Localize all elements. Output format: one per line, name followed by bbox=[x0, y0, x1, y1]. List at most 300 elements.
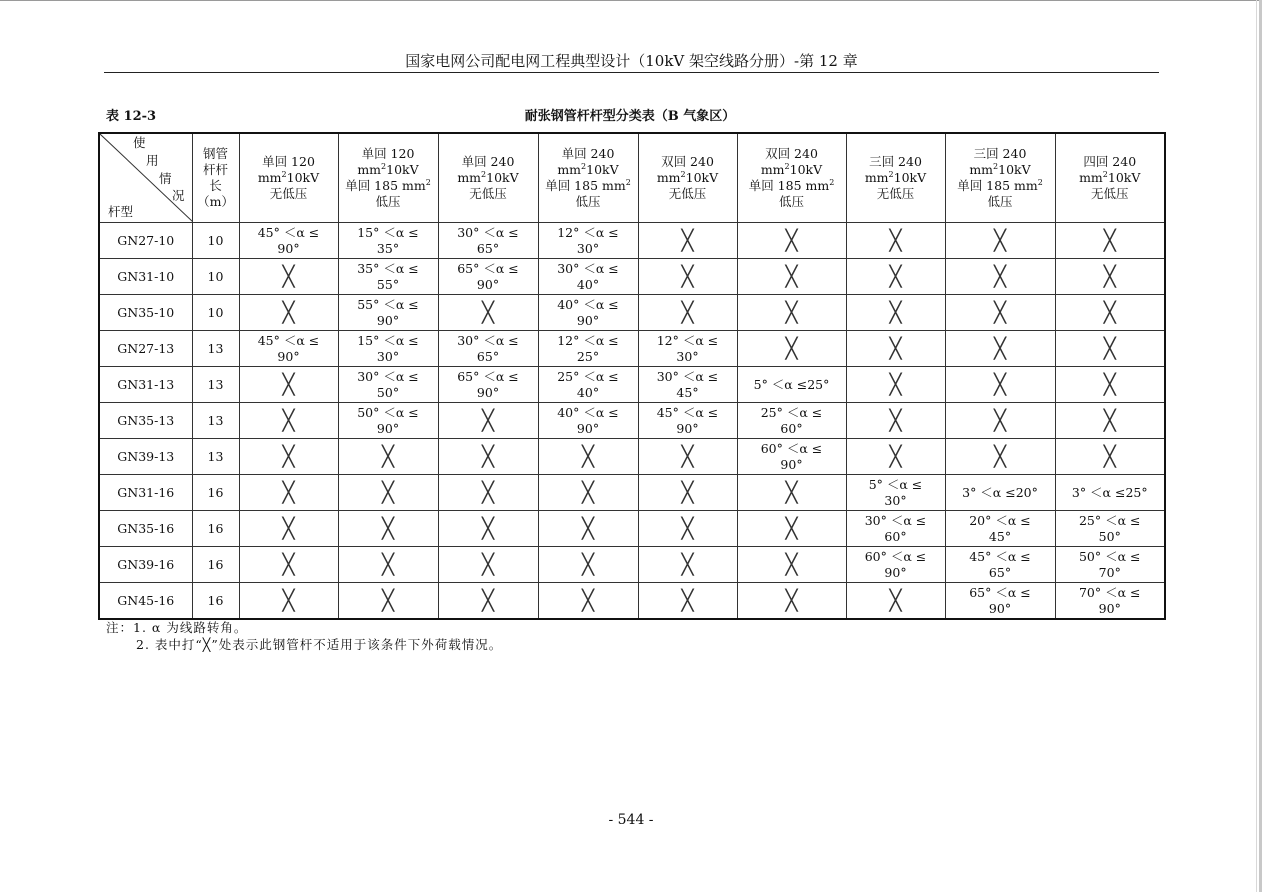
table-header-row bbox=[99, 133, 1165, 223]
not-applicable-cell bbox=[1055, 295, 1165, 331]
column-header-line bbox=[946, 194, 1055, 210]
length-header-line: 钢管 bbox=[202, 146, 228, 161]
angle-range-cell bbox=[538, 403, 638, 439]
cross-mark-icon: ╳ bbox=[1103, 264, 1116, 288]
not-applicable-cell bbox=[638, 583, 737, 620]
pole-type-cell: GN35-10 bbox=[99, 295, 192, 331]
cross-mark-icon: ╳ bbox=[1103, 408, 1116, 432]
not-applicable-cell bbox=[338, 583, 438, 620]
column-header bbox=[737, 133, 846, 223]
not-applicable-cell bbox=[846, 331, 945, 367]
angle-range-line: 90° bbox=[376, 312, 400, 328]
angle-range-line: 40° ＜α ≤ bbox=[557, 404, 619, 420]
angle-range-line: 12° ＜α ≤ bbox=[557, 332, 619, 348]
cross-mark-icon: ╳ bbox=[381, 444, 395, 468]
page-header: 国家电网公司配电网工程典型设计（10kV 架空线路分册）-第 12 章 bbox=[405, 52, 858, 70]
angle-range-line: 25° ＜α ≤ bbox=[1078, 512, 1141, 528]
column-header-line bbox=[946, 146, 1055, 162]
column-header-line bbox=[847, 154, 945, 170]
angle-range-cell bbox=[945, 511, 1055, 547]
cross-mark-icon: ╳ bbox=[889, 336, 902, 360]
cross-mark-icon: ╳ bbox=[889, 588, 902, 612]
column-header-text: 无低压 bbox=[876, 186, 915, 201]
pole-length-cell: 16 bbox=[192, 583, 239, 620]
cross-mark-icon: ╳ bbox=[581, 480, 595, 504]
cross-mark-icon: ╳ bbox=[889, 444, 902, 468]
column-header-text: 10kV bbox=[1107, 170, 1141, 185]
not-applicable-cell bbox=[338, 439, 438, 475]
angle-range-line: 90° bbox=[988, 600, 1012, 616]
cross-mark-icon: ╳ bbox=[282, 444, 295, 468]
table-row bbox=[99, 475, 1165, 511]
table-row bbox=[99, 511, 1165, 547]
not-applicable-cell bbox=[338, 511, 438, 547]
column-header-line bbox=[240, 186, 338, 202]
cross-mark-icon: ╳ bbox=[381, 516, 395, 540]
column-header-line bbox=[439, 170, 538, 186]
angle-range-line: 45° bbox=[988, 528, 1012, 544]
pole-length-cell: 16 bbox=[192, 547, 239, 583]
not-applicable-cell bbox=[239, 367, 338, 403]
angle-range-line: 90° bbox=[780, 456, 803, 472]
pole-type-cell: GN31-13 bbox=[99, 367, 192, 403]
angle-range-line: 60° bbox=[780, 420, 803, 436]
not-applicable-cell bbox=[438, 547, 538, 583]
angle-range-line: 70° bbox=[1098, 564, 1121, 580]
cross-mark-icon: ╳ bbox=[993, 408, 1007, 432]
column-header-text: 单回 185 mm bbox=[545, 178, 626, 193]
pole-type-cell: GN35-13 bbox=[99, 403, 192, 439]
not-applicable-cell bbox=[945, 223, 1055, 259]
column-header-line bbox=[339, 162, 438, 178]
angle-range-line: 60° ＜α ≤ bbox=[864, 548, 927, 564]
angle-range-line: 60° bbox=[884, 528, 907, 544]
column-header-text: mm bbox=[257, 170, 282, 185]
column-header-line bbox=[639, 186, 737, 202]
angle-range-line: 30° ＜α ≤ bbox=[457, 332, 519, 348]
not-applicable-cell bbox=[338, 475, 438, 511]
column-header-line bbox=[539, 194, 638, 210]
column-header-text: 单回 185 mm bbox=[748, 178, 830, 193]
column-header-line bbox=[847, 186, 945, 202]
cross-mark-icon: ╳ bbox=[481, 408, 495, 432]
not-applicable-cell bbox=[239, 475, 338, 511]
angle-range-line: 25° bbox=[576, 348, 600, 364]
angle-range-line: 40° bbox=[576, 276, 600, 292]
column-header-line bbox=[847, 170, 945, 186]
angle-range-line: 50° ＜α ≤ bbox=[357, 404, 419, 420]
not-applicable-cell bbox=[846, 259, 945, 295]
angle-range-cell bbox=[538, 259, 638, 295]
angle-range-line: 30° ＜α ≤ bbox=[557, 260, 619, 276]
not-applicable-cell bbox=[846, 403, 945, 439]
angle-range-line: 50° ＜α ≤ bbox=[1078, 548, 1141, 564]
column-header-text: 三回 240 bbox=[869, 154, 922, 169]
not-applicable-cell bbox=[737, 295, 846, 331]
cross-mark-icon: ╳ bbox=[889, 228, 902, 252]
not-applicable-cell bbox=[538, 511, 638, 547]
note-line-2: 2. 表中打“╳”处表示此钢管杆不适用于该条件下外荷载情况。 bbox=[136, 637, 503, 652]
pole-type-cell: GN35-16 bbox=[99, 511, 192, 547]
angle-range-cell bbox=[638, 403, 737, 439]
column-header-line bbox=[1056, 186, 1165, 202]
angle-range-line: 30° bbox=[576, 240, 600, 256]
cross-mark-icon: ╳ bbox=[785, 336, 798, 360]
angle-range-cell bbox=[1055, 547, 1165, 583]
angle-range-line: 90° bbox=[476, 276, 500, 292]
pole-type-cell: GN45-16 bbox=[99, 583, 192, 620]
angle-range-line: 30° bbox=[884, 492, 907, 508]
angle-range-cell bbox=[846, 511, 945, 547]
cross-mark-icon: ╳ bbox=[993, 444, 1007, 468]
angle-range-line: 45° bbox=[676, 384, 699, 400]
angle-range-cell bbox=[338, 223, 438, 259]
table-row bbox=[99, 367, 1165, 403]
unit-superscript: 2 bbox=[993, 161, 999, 171]
column-header-line bbox=[1056, 170, 1165, 186]
angle-range-cell bbox=[1055, 511, 1165, 547]
cross-mark-icon: ╳ bbox=[481, 552, 495, 576]
not-applicable-cell bbox=[737, 475, 846, 511]
not-applicable-cell bbox=[1055, 439, 1165, 475]
angle-range-line: 35° bbox=[376, 240, 400, 256]
pole-classification-table bbox=[98, 132, 1166, 620]
not-applicable-cell bbox=[239, 403, 338, 439]
angle-range-cell bbox=[638, 367, 737, 403]
table-notes bbox=[106, 619, 502, 653]
column-header-line bbox=[639, 170, 737, 186]
cross-mark-icon: ╳ bbox=[581, 444, 595, 468]
table-row bbox=[99, 403, 1165, 439]
column-header-text: 三回 240 bbox=[973, 146, 1027, 161]
column-header-text: 10kV bbox=[486, 170, 519, 185]
angle-range-line: 90° bbox=[676, 420, 699, 436]
not-applicable-cell bbox=[538, 547, 638, 583]
angle-range-cell bbox=[338, 403, 438, 439]
column-header-text: 10kV bbox=[789, 162, 823, 177]
column-header-line bbox=[439, 186, 538, 202]
table-body bbox=[99, 223, 1165, 620]
corner-label-kuang: 况 bbox=[172, 188, 185, 203]
cross-mark-icon: ╳ bbox=[1103, 444, 1116, 468]
column-header-text: 低压 bbox=[778, 194, 804, 209]
pole-length-cell: 13 bbox=[192, 367, 239, 403]
unit-superscript: 2 bbox=[1037, 177, 1043, 187]
column-header-text: mm bbox=[656, 170, 681, 185]
unit-superscript: 2 bbox=[1102, 169, 1108, 179]
column-header-text: 无低压 bbox=[668, 186, 707, 201]
not-applicable-cell bbox=[338, 547, 438, 583]
not-applicable-cell bbox=[239, 511, 338, 547]
angle-range-line: 30° ＜α ≤ bbox=[357, 368, 419, 384]
diagonal-header-cell bbox=[99, 133, 192, 223]
column-header-text: 低压 bbox=[375, 194, 401, 209]
angle-range-cell bbox=[338, 331, 438, 367]
column-header-text: 四回 240 bbox=[1083, 154, 1137, 169]
cross-mark-icon: ╳ bbox=[785, 480, 798, 504]
column-header-text: 10kV bbox=[685, 170, 719, 185]
angle-range-line: 30° ＜α ≤ bbox=[457, 224, 519, 240]
cross-mark-icon: ╳ bbox=[282, 300, 295, 324]
table-row bbox=[99, 259, 1165, 295]
pole-length-cell: 13 bbox=[192, 403, 239, 439]
unit-superscript: 2 bbox=[425, 177, 431, 187]
angle-range-cell bbox=[338, 259, 438, 295]
column-header-text: mm bbox=[864, 170, 889, 185]
angle-range-line: 55° ＜α ≤ bbox=[357, 296, 419, 312]
angle-range-cell bbox=[638, 331, 737, 367]
column-header-line bbox=[639, 154, 737, 170]
table-row bbox=[99, 547, 1165, 583]
column-header-text: 无低压 bbox=[1090, 186, 1129, 201]
not-applicable-cell bbox=[945, 331, 1055, 367]
not-applicable-cell bbox=[945, 403, 1055, 439]
column-header-line bbox=[738, 162, 846, 178]
angle-range-cell bbox=[945, 547, 1055, 583]
angle-range-cell bbox=[846, 475, 945, 511]
cross-mark-icon: ╳ bbox=[581, 552, 595, 576]
column-header-line bbox=[1056, 154, 1165, 170]
angle-range-cell bbox=[538, 331, 638, 367]
angle-range-cell bbox=[1055, 475, 1165, 511]
angle-range-line: 60° ＜α ≤ bbox=[760, 440, 823, 456]
angle-range-line: 90° bbox=[476, 384, 500, 400]
column-header bbox=[846, 133, 945, 223]
not-applicable-cell bbox=[538, 475, 638, 511]
column-header-text: 低压 bbox=[987, 194, 1013, 209]
column-header-text: mm bbox=[969, 162, 994, 177]
cross-mark-icon: ╳ bbox=[282, 408, 295, 432]
angle-range-line: 20° ＜α ≤ bbox=[969, 512, 1031, 528]
angle-range-cell bbox=[338, 295, 438, 331]
angle-range-line: 35° ＜α ≤ bbox=[357, 260, 419, 276]
not-applicable-cell bbox=[737, 223, 846, 259]
not-applicable-cell bbox=[945, 439, 1055, 475]
cross-mark-icon: ╳ bbox=[481, 300, 495, 324]
cross-mark-icon: ╳ bbox=[282, 552, 295, 576]
column-header-text: mm bbox=[760, 162, 785, 177]
angle-range-line: 65° ＜α ≤ bbox=[457, 368, 519, 384]
angle-range-line: 90° bbox=[576, 312, 600, 328]
column-header-text: 10kV bbox=[586, 162, 619, 177]
cross-mark-icon: ╳ bbox=[681, 264, 694, 288]
cross-mark-icon: ╳ bbox=[481, 480, 495, 504]
cross-mark-icon: ╳ bbox=[282, 480, 295, 504]
not-applicable-cell bbox=[945, 259, 1055, 295]
not-applicable-cell bbox=[737, 331, 846, 367]
angle-range-cell bbox=[538, 295, 638, 331]
cross-mark-icon: ╳ bbox=[785, 264, 798, 288]
angle-range-cell bbox=[239, 331, 338, 367]
table-number: 表 12-3 bbox=[106, 109, 157, 124]
not-applicable-cell bbox=[945, 295, 1055, 331]
angle-range-line: 90° bbox=[376, 420, 400, 436]
not-applicable-cell bbox=[737, 511, 846, 547]
column-header-text: 10kV bbox=[893, 170, 927, 185]
column-header-line bbox=[339, 178, 438, 194]
angle-range-line: 90° bbox=[277, 240, 300, 256]
column-header-text: 双回 240 bbox=[661, 154, 714, 169]
cross-mark-icon: ╳ bbox=[785, 588, 798, 612]
corner-label-qing: 情 bbox=[159, 171, 172, 186]
unit-superscript: 2 bbox=[281, 169, 287, 179]
angle-range-cell bbox=[538, 367, 638, 403]
pole-length-cell: 16 bbox=[192, 475, 239, 511]
angle-range-line: 40° ＜α ≤ bbox=[557, 296, 619, 312]
cross-mark-icon: ╳ bbox=[785, 300, 798, 324]
column-header-text: mm bbox=[1079, 170, 1103, 185]
not-applicable-cell bbox=[945, 367, 1055, 403]
not-applicable-cell bbox=[638, 547, 737, 583]
angle-range-cell bbox=[438, 259, 538, 295]
not-applicable-cell bbox=[538, 439, 638, 475]
angle-range-line: 65° ＜α ≤ bbox=[457, 260, 519, 276]
angle-range-line: 3° ＜α ≤25° bbox=[1071, 484, 1148, 500]
not-applicable-cell bbox=[846, 439, 945, 475]
corner-label-yong: 用 bbox=[146, 153, 159, 168]
column-header-text: mm bbox=[357, 162, 382, 177]
not-applicable-cell bbox=[1055, 367, 1165, 403]
column-header-text: 无低压 bbox=[269, 186, 308, 201]
not-applicable-cell bbox=[638, 475, 737, 511]
angle-range-line: 65° bbox=[476, 240, 500, 256]
page-frame-right-inner bbox=[1256, 0, 1257, 892]
angle-range-line: 30° ＜α ≤ bbox=[864, 512, 927, 528]
angle-range-line: 5° ＜α ≤25° bbox=[753, 376, 830, 392]
table-title: 耐张钢管杆杆型分类表（B 气象区） bbox=[524, 109, 736, 124]
angle-range-line: 90° bbox=[576, 420, 600, 436]
cross-mark-icon: ╳ bbox=[993, 336, 1007, 360]
angle-range-line: 45° ＜α ≤ bbox=[257, 332, 320, 348]
column-header-line bbox=[539, 146, 638, 162]
column-header-line bbox=[240, 154, 338, 170]
not-applicable-cell bbox=[1055, 403, 1165, 439]
column-header-line bbox=[439, 154, 538, 170]
pole-length-cell: 10 bbox=[192, 295, 239, 331]
angle-range-line: 45° ＜α ≤ bbox=[969, 548, 1031, 564]
column-header bbox=[638, 133, 737, 223]
angle-range-cell bbox=[338, 367, 438, 403]
column-header-text: 单回 120 bbox=[361, 146, 415, 161]
cross-mark-icon: ╳ bbox=[785, 552, 798, 576]
not-applicable-cell bbox=[737, 583, 846, 620]
angle-range-line: 65° ＜α ≤ bbox=[969, 584, 1031, 600]
cross-mark-icon: ╳ bbox=[681, 300, 694, 324]
column-header-text: 10kV bbox=[998, 162, 1031, 177]
column-header bbox=[1055, 133, 1165, 223]
unit-superscript: 2 bbox=[829, 177, 835, 187]
not-applicable-cell bbox=[239, 259, 338, 295]
cross-mark-icon: ╳ bbox=[581, 588, 595, 612]
table-row bbox=[99, 223, 1165, 259]
cross-mark-icon: ╳ bbox=[282, 516, 295, 540]
angle-range-line: 50° bbox=[376, 384, 400, 400]
table-row bbox=[99, 439, 1165, 475]
not-applicable-cell bbox=[638, 511, 737, 547]
cross-mark-icon: ╳ bbox=[282, 372, 295, 396]
not-applicable-cell bbox=[846, 583, 945, 620]
cross-mark-icon: ╳ bbox=[1103, 300, 1116, 324]
cross-mark-icon: ╳ bbox=[381, 480, 395, 504]
cross-mark-icon: ╳ bbox=[1103, 228, 1116, 252]
column-header-line bbox=[539, 162, 638, 178]
column-header-line bbox=[539, 178, 638, 194]
pole-length-header bbox=[192, 133, 239, 223]
unit-superscript: 2 bbox=[680, 169, 686, 179]
cross-mark-icon: ╳ bbox=[282, 264, 295, 288]
not-applicable-cell bbox=[438, 583, 538, 620]
angle-range-line: 55° bbox=[376, 276, 400, 292]
cross-mark-icon: ╳ bbox=[481, 444, 495, 468]
pole-length-cell: 10 bbox=[192, 223, 239, 259]
not-applicable-cell bbox=[438, 439, 538, 475]
angle-range-line: 30° ＜α ≤ bbox=[656, 368, 719, 384]
angle-range-cell bbox=[737, 403, 846, 439]
angle-range-line: 25° ＜α ≤ bbox=[557, 368, 619, 384]
page-number: - 544 - bbox=[608, 812, 654, 828]
cross-mark-icon: ╳ bbox=[889, 264, 902, 288]
not-applicable-cell bbox=[239, 439, 338, 475]
column-header-text: 单回 185 mm bbox=[345, 178, 426, 193]
column-header-line bbox=[946, 162, 1055, 178]
column-header-line bbox=[339, 146, 438, 162]
angle-range-cell bbox=[438, 367, 538, 403]
header-rule bbox=[104, 72, 1159, 73]
column-header-line bbox=[738, 146, 846, 162]
length-header-line: （m） bbox=[197, 194, 234, 209]
not-applicable-cell bbox=[846, 223, 945, 259]
cross-mark-icon: ╳ bbox=[993, 228, 1007, 252]
cross-mark-icon: ╳ bbox=[681, 552, 694, 576]
angle-range-cell bbox=[945, 583, 1055, 620]
not-applicable-cell bbox=[638, 259, 737, 295]
not-applicable-cell bbox=[239, 295, 338, 331]
cross-mark-icon: ╳ bbox=[785, 516, 798, 540]
column-header-line bbox=[738, 194, 846, 210]
unit-superscript: 2 bbox=[381, 161, 387, 171]
column-header-text: 无低压 bbox=[469, 186, 507, 201]
pole-type-cell: GN39-16 bbox=[99, 547, 192, 583]
not-applicable-cell bbox=[638, 439, 737, 475]
cross-mark-icon: ╳ bbox=[785, 228, 798, 252]
pole-length-cell: 13 bbox=[192, 331, 239, 367]
pole-type-cell: GN27-10 bbox=[99, 223, 192, 259]
angle-range-line: 90° bbox=[277, 348, 300, 364]
angle-range-cell bbox=[239, 223, 338, 259]
angle-range-cell bbox=[438, 223, 538, 259]
column-header bbox=[945, 133, 1055, 223]
not-applicable-cell bbox=[737, 259, 846, 295]
unit-superscript: 2 bbox=[581, 161, 587, 171]
not-applicable-cell bbox=[1055, 331, 1165, 367]
column-header-text: mm bbox=[557, 162, 582, 177]
column-header bbox=[538, 133, 638, 223]
column-header-text: 单回 240 bbox=[561, 146, 615, 161]
column-header-line bbox=[738, 178, 846, 194]
corner-label-pole-type: 杆型 bbox=[108, 204, 134, 219]
table-row bbox=[99, 331, 1165, 367]
angle-range-line: 65° bbox=[988, 564, 1012, 580]
angle-range-line: 25° ＜α ≤ bbox=[760, 404, 823, 420]
cross-mark-icon: ╳ bbox=[993, 300, 1007, 324]
cross-mark-icon: ╳ bbox=[581, 516, 595, 540]
not-applicable-cell bbox=[438, 475, 538, 511]
angle-range-line: 12° ＜α ≤ bbox=[656, 332, 719, 348]
angle-range-line: 45° ＜α ≤ bbox=[656, 404, 719, 420]
angle-range-line: 90° bbox=[884, 564, 907, 580]
cross-mark-icon: ╳ bbox=[381, 588, 395, 612]
unit-superscript: 2 bbox=[481, 169, 487, 179]
